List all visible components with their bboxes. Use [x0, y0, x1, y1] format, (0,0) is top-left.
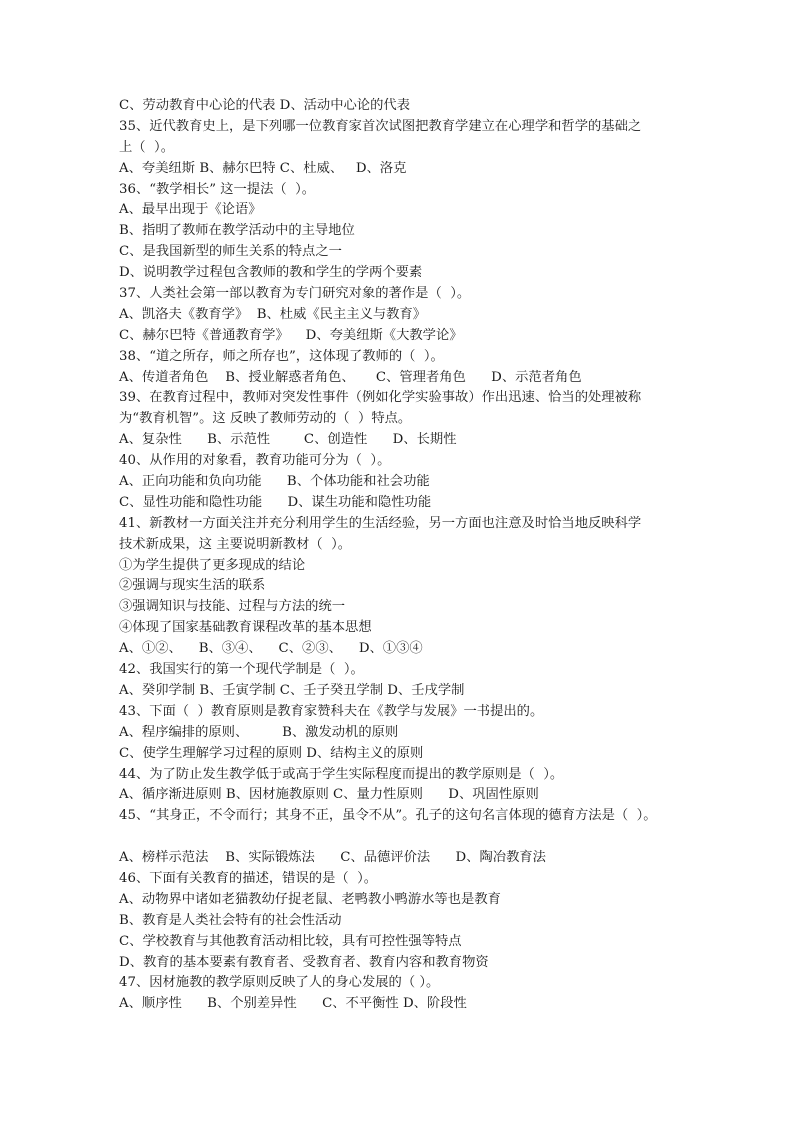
question-41-stem: 41、新教材一方面关注并充分利用学生的生活经验，另一方面也注意及时恰当地反映科学	[119, 515, 642, 531]
question-40-stem: 40、从作用的对象看，教育功能可分为（ ）。	[119, 453, 391, 469]
question-47-options: A、顺序性 B、个别差异性 C、不平衡性 D、阶段性	[119, 996, 467, 1012]
question-46-option-a: A、动物界中诸如老猫教幼仔捉老鼠、老鸭教小鸭游水等也是教育	[119, 891, 501, 907]
question-44-options: A、循序渐进原则 B、因材施教原则 C、量力性原则 D、巩固性原则	[119, 787, 539, 803]
question-43-options-ab: A、程序编排的原则、 B、激发动机的原则	[119, 724, 399, 740]
question-36-option-b: B、指明了教师在教学活动中的主导地位	[119, 223, 355, 239]
question-39-options: A、复杂性 B、示范性 C、创造性 D、长期性	[119, 432, 457, 448]
question-38-options: A、传道者角色 B、授业解惑者角色、 C、管理者角色 D、示范者角色	[119, 369, 582, 385]
question-36-stem: 36、“教学相长” 这一提法（ ）。	[119, 181, 316, 197]
question-40-options-ab: A、正向功能和负向功能 B、个体功能和社会功能	[119, 474, 430, 490]
question-46-stem: 46、下面有关教育的描述，错误的是（ ）。	[119, 870, 378, 886]
blank-line	[119, 827, 679, 848]
question-39-stem-continued: 为“教育机智”。这 反映了教师劳动的（ ）特点。	[119, 411, 412, 427]
question-38-stem: 38、“道之所存，师之所存也”，这体现了教师的（ ）。	[119, 348, 444, 364]
question-45-stem: 45、“其身正，不令而行；其身不正，虽令不从”。孔子的这句名言体现的德育方法是（ ）。	[119, 808, 657, 824]
question-42-options: A、癸卯学制 B、壬寅学制 C、壬子癸丑学制 D、壬戌学制	[119, 682, 465, 698]
question-37-options-cd: C、赫尔巴特《普通教育学》 D、夸美纽斯《大教学论》	[119, 327, 463, 343]
question-35-stem: 35、近代教育史上，是下列哪一位教育家首次试图把教育学建立在心理学和哲学的基础之	[119, 118, 642, 134]
question-45-options: A、榜样示范法 B、实际锻炼法 C、品德评价法 D、陶冶教育法	[119, 850, 546, 866]
question-37-options-ab: A、凯洛夫《教育学》 B、杜威《民主主义与教育》	[119, 306, 427, 322]
question-39-stem: 39、在教育过程中，教师对突发性事件（例如化学实验事故）作出迅速、恰当的处理被称	[119, 390, 642, 406]
question-41-stem-continued: 技术新成果，这 主要说明新教材（ ）。	[119, 536, 352, 552]
text-line: C、劳动教育中心论的代表 D、活动中心论的代表	[119, 98, 410, 113]
question-41-statement-3: ③强调知识与技能、过程与方法的统一	[119, 599, 346, 615]
question-36-option-a: A、最早出现于《论语》	[119, 202, 262, 218]
question-43-options-cd: C、使学生理解学习过程的原则 D、结构主义的原则	[119, 745, 424, 761]
document-page	[119, 96, 679, 1015]
question-46-option-d: D、教育的基本要素有教育者、受教育者、教育内容和教育物资	[119, 954, 489, 970]
question-46-option-b: B、教育是人类社会特有的社会性活动	[119, 912, 342, 928]
question-41-statement-2: ②强调与现实生活的联系	[119, 578, 266, 594]
question-46-option-c: C、学校教育与其他教育活动相比较，具有可控性强等特点	[119, 933, 462, 949]
question-41-options: A、①②、 B、③④、 C、②③、 D、①③④	[119, 641, 423, 657]
question-41-statement-4: ④体现了国家基础教育课程改革的基本思想	[119, 620, 372, 636]
question-35-options: A、夸美纽斯 B、赫尔巴特 C、杜威、 D、洛克	[119, 160, 407, 176]
question-35-stem-continued: 上（ ）。	[119, 139, 174, 155]
question-41-statement-1: ①为学生提供了更多现成的结论	[119, 557, 306, 573]
question-36-option-d: D、说明教学过程包含教师的教和学生的学两个要素	[119, 265, 423, 281]
question-42-stem: 42、我国实行的第一个现代学制是（ ）。	[119, 662, 364, 678]
question-47-stem: 47、因材施教的教学原则反映了人的身心发展的（ ）。	[119, 975, 440, 991]
question-43-stem: 43、下面（ ）教育原则是教育家赞科夫在《教学与发展》一书提出的。	[119, 703, 544, 719]
question-40-options-cd: C、显性功能和隐性功能 D、谋生功能和隐性功能	[119, 494, 432, 510]
question-36-option-c: C、是我国新型的师生关系的特点之一	[119, 244, 342, 260]
question-44-stem: 44、为了防止发生教学低于或高于学生实际程度而提出的教学原则是（ ）。	[119, 766, 564, 782]
question-37-stem: 37、人类社会第一部以教育为专门研究对象的著作是（ ）。	[119, 286, 471, 302]
